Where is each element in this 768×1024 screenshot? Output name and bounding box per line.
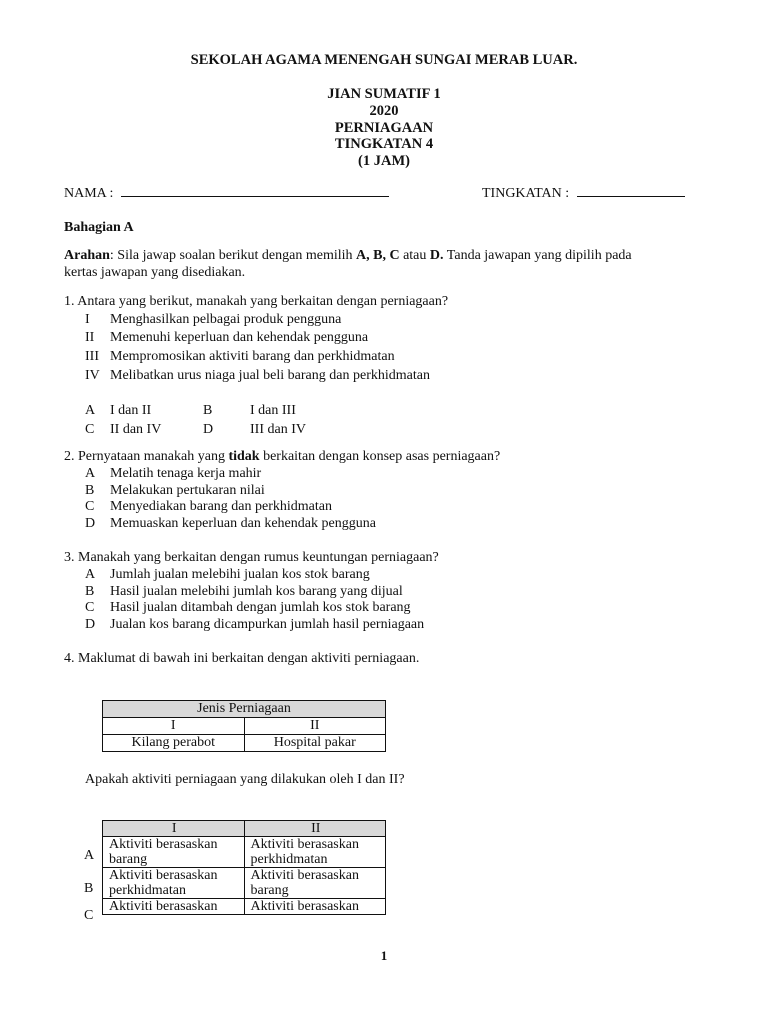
exam-title: JIAN SUMATIF 1 xyxy=(327,86,441,102)
instructions-text-2: Tanda jawapan yang dipilih pada xyxy=(443,248,632,263)
option-text: Jumlah jualan melebihi jualan kos stok barang xyxy=(110,567,370,582)
cell-line: Aktiviti berasaskan xyxy=(109,837,218,852)
instructions-choice-d: D. xyxy=(429,248,444,263)
q1-option-b-text[interactable]: I dan III xyxy=(250,403,296,418)
duration: (1 JAM) xyxy=(358,153,410,169)
answer-cell xyxy=(244,868,386,899)
answer-cell xyxy=(103,837,245,868)
q1-item-text: Menghasilkan pelbagai produk pengguna xyxy=(110,312,342,327)
option-text: Jualan kos barang dicampurkan jumlah hasil perniagaan xyxy=(110,617,425,632)
cell-line: Aktiviti berasaskan xyxy=(109,899,218,914)
q1-item-numeral: I xyxy=(85,312,90,327)
cell-line: barang xyxy=(109,852,148,867)
answer-row-b[interactable] xyxy=(103,868,386,899)
class-field-row xyxy=(482,186,685,202)
option-letter: C xyxy=(85,499,95,514)
cell-line: perkhidmatan xyxy=(250,852,328,867)
q1-option-d-letter[interactable]: D xyxy=(203,422,214,437)
q1-option-a-letter[interactable]: A xyxy=(85,403,96,418)
class-label: TINGKATAN : xyxy=(482,186,570,201)
q1-option-a-text[interactable]: I dan II xyxy=(110,403,152,418)
q1-item-numeral: IV xyxy=(85,368,100,383)
option-letter: A xyxy=(85,466,96,481)
q1-option-b-letter[interactable]: B xyxy=(203,403,213,418)
q1-item-text: Mempromosikan aktiviti barang dan perkhidmatan xyxy=(110,349,395,364)
q1-option-c-letter[interactable]: C xyxy=(85,422,95,437)
question-3-stem: 3. Manakah yang berkaitan dengan rumus keuntungan perniagaan? xyxy=(64,550,439,565)
question-4-prompt: Apakah aktiviti perniagaan yang dilakukan oleh I dan II? xyxy=(85,772,405,787)
option-text: Hasil jualan ditambah dengan jumlah kos stok barang xyxy=(110,600,411,615)
q2-stem-emphasis: tidak xyxy=(228,449,260,464)
exam-year: 2020 xyxy=(369,103,399,119)
answer-cell xyxy=(103,868,245,899)
answer-cell xyxy=(244,837,386,868)
name-label: NAMA : xyxy=(64,186,114,201)
level-title: TINGKATAN 4 xyxy=(334,136,434,152)
option-letter: D xyxy=(85,516,96,531)
table-header-col1: I xyxy=(103,718,245,735)
instructions-choices: A, B, C xyxy=(356,248,400,263)
answer-row-c[interactable] xyxy=(103,899,386,915)
option-letter: B xyxy=(85,584,95,599)
answer-header-col2: II xyxy=(244,821,386,837)
table-header-col2: II xyxy=(244,718,386,735)
q1-item-numeral: II xyxy=(85,330,95,345)
q2-stem-text: 2. Pernyataan manakah yang xyxy=(64,449,229,464)
option-text: Melakukan pertukaran nilai xyxy=(110,483,265,498)
option-letter: D xyxy=(85,617,96,632)
q1-item-text: Memenuhi keperluan dan kehendak pengguna xyxy=(110,330,369,345)
option-text: Memuaskan keperluan dan kehendak pengguna xyxy=(110,516,376,531)
question-1-stem: 1. Antara yang berikut, manakah yang berkaitan dengan perniagaan? xyxy=(64,294,449,309)
option-text: Menyediakan barang dan perkhidmatan xyxy=(110,499,332,514)
instructions-line1 xyxy=(64,248,632,264)
instructions-line2: kertas jawapan yang disediakan. xyxy=(64,265,246,280)
option-text: Melatih tenaga kerja mahir xyxy=(110,466,262,481)
name-blank-line[interactable] xyxy=(121,195,389,197)
cell-line: Aktiviti berasaskan xyxy=(250,899,359,914)
q1-item-numeral: III xyxy=(85,349,99,364)
q1-item-text: Melibatkan urus niaga jual beli barang dan perkhidmatan xyxy=(110,368,430,383)
instructions-or: atau xyxy=(399,248,430,263)
table-cell-col1: Kilang perabot xyxy=(103,735,245,752)
answer-row-label-c[interactable]: C xyxy=(84,908,94,923)
question-4-stem: 4. Maklumat di bawah ini berkaitan dengan aktiviti perniagaan. xyxy=(64,651,420,666)
q1-option-c-text[interactable]: II dan IV xyxy=(110,422,162,437)
answer-row-label-a[interactable]: A xyxy=(84,848,95,863)
option-letter: C xyxy=(85,600,95,615)
class-blank-line[interactable] xyxy=(577,195,685,197)
business-type-table xyxy=(102,700,386,752)
question-2-stem xyxy=(64,449,500,465)
q2-stem-text-2: berkaitan dengan konsep asas perniagaan? xyxy=(259,449,501,464)
section-title: Bahagian A xyxy=(64,220,134,235)
cell-line: Aktiviti berasaskan xyxy=(109,868,218,883)
q1-option-d-text[interactable]: III dan IV xyxy=(250,422,306,437)
table-cell-col2: Hospital pakar xyxy=(244,735,386,752)
answer-row-a[interactable] xyxy=(103,837,386,868)
answer-header-col1: I xyxy=(103,821,245,837)
cell-line: Aktiviti berasaskan xyxy=(250,868,359,883)
subject-title: PERNIAGAAN xyxy=(334,120,434,136)
option-text: Hasil jualan melebihi jumlah kos barang yang dijual xyxy=(110,584,403,599)
school-name: SEKOLAH AGAMA MENENGAH SUNGAI MERAB LUAR. xyxy=(190,52,578,68)
table-title: Jenis Perniagaan xyxy=(103,701,386,718)
answer-cell xyxy=(244,899,386,915)
answer-row-label-b[interactable]: B xyxy=(84,881,94,896)
name-field-row xyxy=(64,186,389,202)
option-letter: B xyxy=(85,483,95,498)
page-number: 1 xyxy=(380,948,388,963)
cell-line: barang xyxy=(250,883,289,898)
answer-cell xyxy=(103,899,245,915)
instructions-lead: Arahan xyxy=(64,248,110,263)
cell-line: Aktiviti berasaskan xyxy=(250,837,359,852)
option-letter: A xyxy=(85,567,96,582)
answer-options-table xyxy=(102,820,386,915)
instructions-text: : Sila jawap soalan berikut dengan memilih xyxy=(109,248,357,263)
cell-line: perkhidmatan xyxy=(109,883,186,898)
